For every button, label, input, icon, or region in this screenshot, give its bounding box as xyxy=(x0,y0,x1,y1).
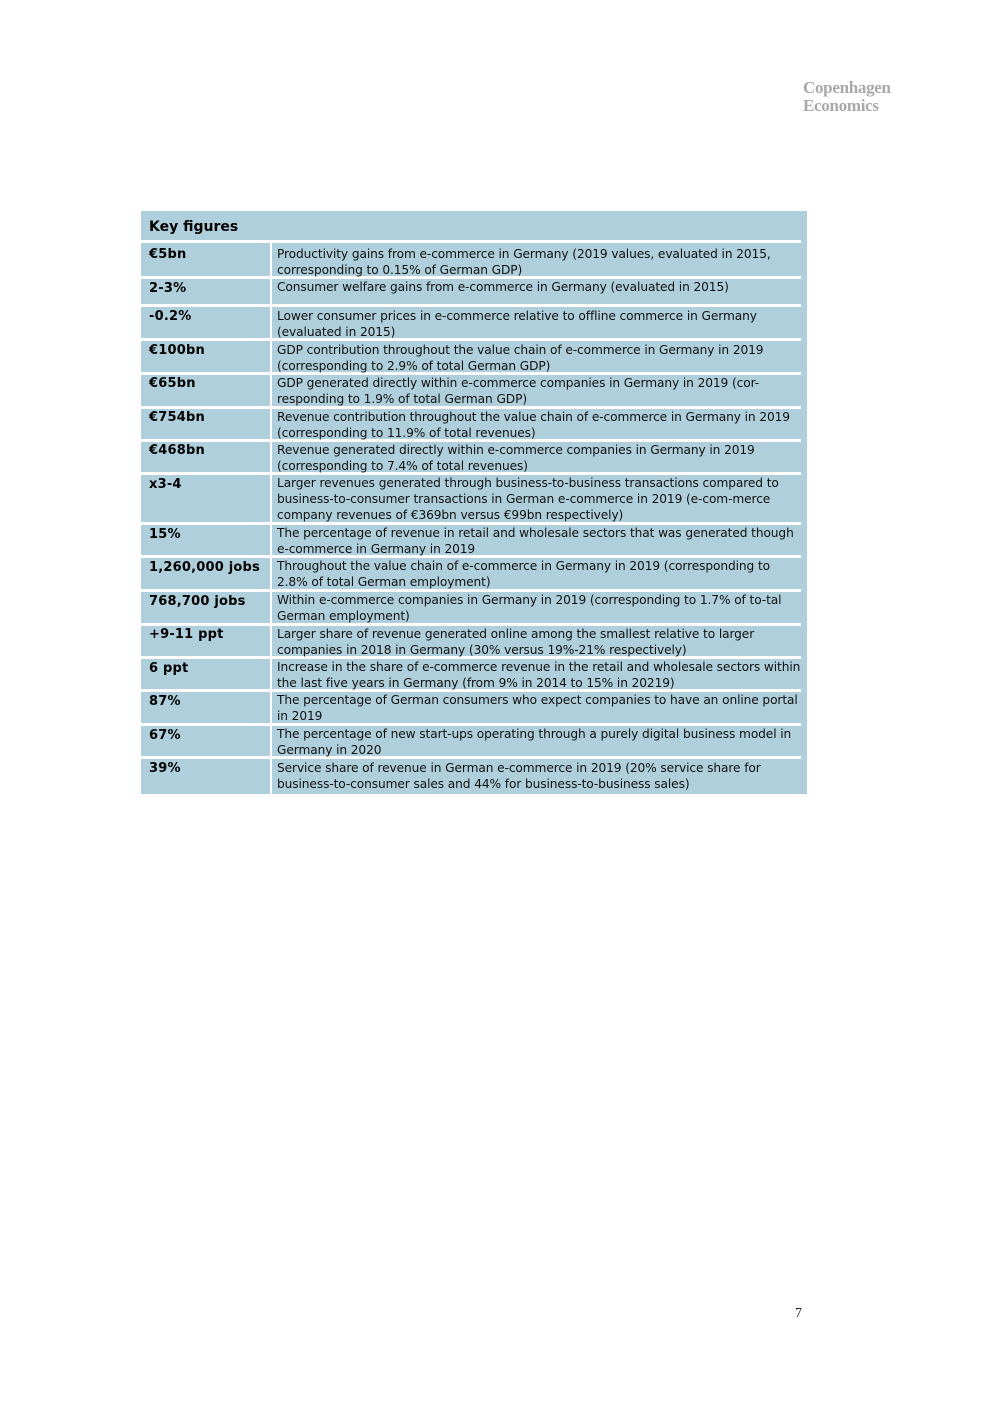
key-figure-value: 67% xyxy=(149,728,181,743)
key-figure-description: The percentage of revenue in retail and wholesale sectors that was generated though e-commerce in Germany in 2019 xyxy=(277,526,794,556)
key-figure-description: The percentage of German consumers who expect companies to have an online portal in 2019 xyxy=(277,693,798,723)
key-figure-value: €100bn xyxy=(149,343,205,358)
key-figure-description: Consumer welfare gains from e-commerce in Germany (evaluated in 2015) xyxy=(277,280,729,294)
key-figure-value: €65bn xyxy=(149,376,196,391)
row-divider xyxy=(141,304,801,307)
key-figure-value: +9-11 ppt xyxy=(149,627,224,642)
key-figure-description: GDP contribution throughout the value chain of e-commerce in Germany in 2019 (corresponding to 2.9% of total German GDP) xyxy=(277,343,764,373)
company-logo xyxy=(803,79,891,115)
key-figure-description: Within e-commerce companies in Germany in 2019 (corresponding to 1.7% of to-tal German employment) xyxy=(277,593,782,623)
key-figure-value: -0.2% xyxy=(149,309,192,324)
page-number: 7 xyxy=(795,1306,802,1321)
key-figure-description: Lower consumer prices in e-commerce relative to offline commerce in Germany (evaluated in 2015) xyxy=(277,309,757,339)
key-figure-description: Increase in the share of e-commerce revenue in the retail and wholesale sectors within the last five years in Germany (from 9% in 2014 to 15% in 20219) xyxy=(277,660,801,690)
key-figure-value: x3-4 xyxy=(149,477,182,492)
logo-line-1: Copenhagen xyxy=(803,78,891,97)
key-figure-description: The percentage of new start-ups operating through a purely digital business model in Germany in 2020 xyxy=(277,727,792,757)
key-figure-description: Larger revenues generated through business-to-business transactions compared to business-to-consumer transactions in German e-commerce in 2019 (e-com-merce company revenues of €369bn versus €99bn respectively) xyxy=(277,476,779,522)
key-figure-description: GDP generated directly within e-commerce companies in Germany in 2019 (cor-responding to 1.9% of total German GDP) xyxy=(277,376,759,406)
key-figure-value: 39% xyxy=(149,761,181,776)
key-figure-value: €468bn xyxy=(149,443,205,458)
key-figure-value: 15% xyxy=(149,527,181,542)
key-figure-description: Productivity gains from e-commerce in Germany (2019 values, evaluated in 2015, corresponding to 0.15% of German GDP) xyxy=(277,247,771,277)
key-figure-description: Revenue generated directly within e-commerce companies in Germany in 2019 (corresponding to 7.4% of total revenues) xyxy=(277,443,755,473)
key-figure-value: €754bn xyxy=(149,410,205,425)
key-figure-description: Larger share of revenue generated online among the smallest relative to larger companies in 2018 in Germany (30% versus 19%-21% respectively) xyxy=(277,627,755,657)
key-figure-value: 6 ppt xyxy=(149,661,189,676)
key-figure-value: 87% xyxy=(149,694,181,709)
key-figure-value: 2-3% xyxy=(149,281,187,296)
column-divider xyxy=(270,243,272,794)
key-figure-description: Throughout the value chain of e-commerce in Germany in 2019 (corresponding to 2.8% of total German employment) xyxy=(277,559,770,589)
key-figure-value: €5bn xyxy=(149,247,187,262)
row-divider xyxy=(141,240,801,243)
key-figure-value: 1,260,000 jobs xyxy=(149,560,260,575)
key-figure-description: Revenue contribution throughout the value chain of e-commerce in Germany in 2019 (corresponding to 11.9% of total revenues) xyxy=(277,410,790,440)
key-figure-description: Service share of revenue in German e-commerce in 2019 (20% service share for business-to-consumer sales and 44% for business-to-business sales) xyxy=(277,761,761,791)
key-figures-title: Key figures xyxy=(149,219,239,235)
key-figure-value: 768,700 jobs xyxy=(149,594,246,609)
logo-line-2: Economics xyxy=(803,96,879,115)
